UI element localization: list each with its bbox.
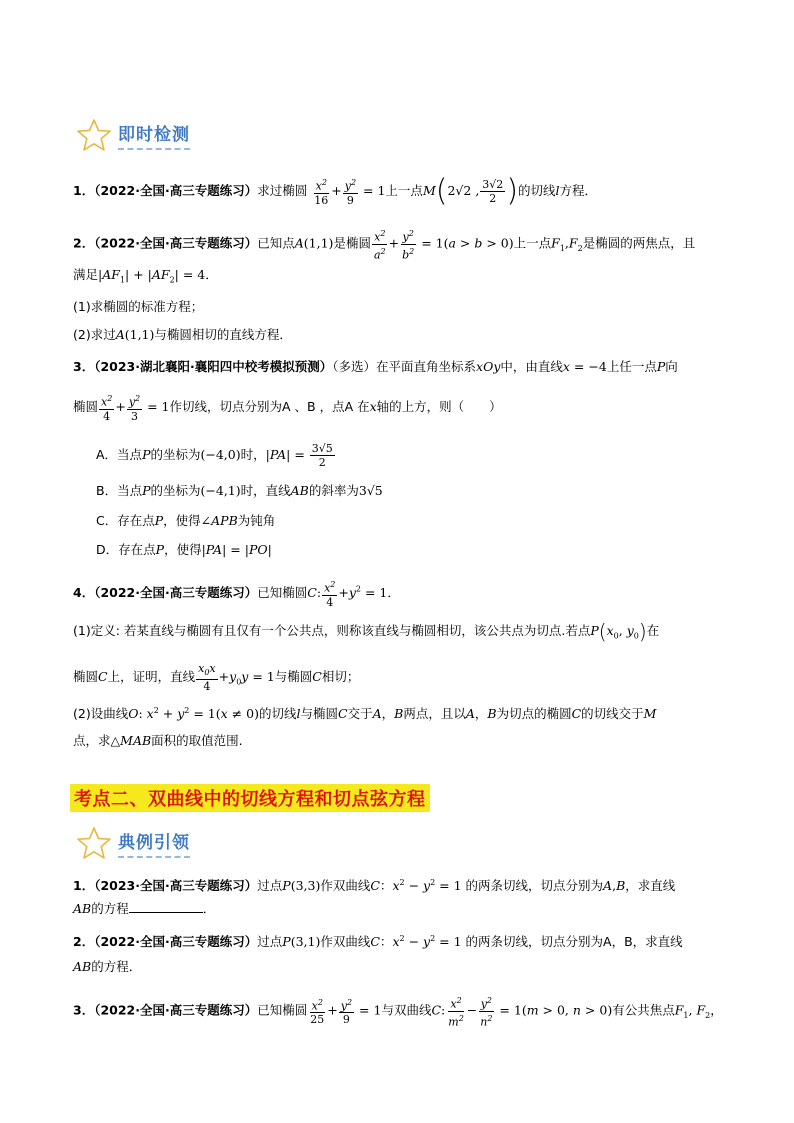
question-4: 4．（2022·全国·高三专题练习）已知椭圆C: $\frac{x^2}{4}$ $+y^2 = 1$． xyxy=(73,580,400,609)
question-2: 2．（2022·全国·高三专题练习）已知点A(1,1)是椭圆 $\frac{x^2}{a^2}$ + $\frac{y^2}{b^2}$ = 1(a > b > 0)上一点$F_1,F_2$是椭圆的两焦点，且 xyxy=(73,229,696,262)
question-3-line2: 椭圆 $\frac{x^2}{4}$ + $\frac{y^2}{3}$ = 1作切线，切点分别为A 、B ，点A 在x轴的上方，则（ ） xyxy=(73,394,502,423)
question-4-part2-line2: 点，求△MAB面积的取值范围. xyxy=(73,733,243,748)
question-3: 3．（2023·湖北襄阳·襄阳四中校考模拟预测）（多选）在平面直角坐标系xOy中，由直线x = −4上任一点P向 xyxy=(73,359,678,374)
star-icon xyxy=(76,826,112,860)
question-1: 1．（2022·全国·高三专题练习）求过椭圆 $\frac{x^2}{16}$ + $\frac{y^2}{9}$ = 1上一点M(2√2 , $\frac{3√2}{2}$ )的切线l方程． xyxy=(73,173,598,209)
topic-banner: 考点二、双曲线中的切线方程和切点弦方程 xyxy=(70,784,430,812)
question-4-part1-line2: 椭圆C上，证明，直线 $\frac{x_0x}{4}$ $+y_0y = 1$与椭圆C相切； xyxy=(73,662,360,694)
example-1-line2: AB的方程 ． xyxy=(73,901,216,916)
section-title: 即时检测 xyxy=(118,120,190,150)
answer-blank[interactable] xyxy=(129,900,203,913)
example-2: 2．（2022·全国·高三专题练习）过点P(3,1)作双曲线C：$x^2 - y^2 = 1$ 的两条切线，切点分别为A，B，求直线 xyxy=(73,934,683,950)
section-header-instant-check xyxy=(76,118,190,152)
question-2-part2: (2)求过A(1,1)与椭圆相切的直线方程． xyxy=(73,327,292,342)
question-4-part1: (1)定义: 若某直线与椭圆有且仅有一个公共点，则称该直线与椭圆相切，该公共点为切点.若点$P(x_0$, $y_0$)在 xyxy=(73,619,660,644)
example-3: 3．（2022·全国·高三专题练习）已知椭圆 $\frac{x^2}{25}$ + $\frac{y^2}{9}$ = 1与双曲线C: $\frac{x^2}{m^2}$ − $\frac{y^2}{n^2}$ = 1(m > 0, n > 0)有公共焦点$F_1$, $F_2$， xyxy=(73,996,723,1029)
section-title: 典例引领 xyxy=(118,828,190,858)
question-3-option-b: B．当点P的坐标为(−4,1)时，直线AB的斜率为3√5 xyxy=(96,483,383,498)
example-2-line2: AB的方程． xyxy=(73,959,142,974)
question-3-option-a: A．当点P的坐标为(−4,0)时，|PA| = $\frac{3√5}{2}$ xyxy=(96,442,333,469)
question-4-part2: (2)设曲线O: $x^2 + y^2 = 1(x \ne 0)$的切线l与椭圆C交于A，B两点，且以A，B为切点的椭圆C的切线交于M xyxy=(73,706,657,722)
question-3-option-c: C．存在点P，使得∠APB为钝角 xyxy=(96,513,276,528)
question-3-option-d: D．存在点P，使得|PA| = |PO| xyxy=(96,542,272,557)
section-header-examples xyxy=(76,826,190,860)
star-icon xyxy=(76,118,112,152)
question-2-line2: 满足$|AF_1| + |AF_2| = 4$． xyxy=(73,267,218,285)
example-1: 1．（2023·全国·高三专题练习）过点P(3,3)作双曲线C：$x^2 - y^2 = 1$ 的两条切线，切点分别为A,B，求直线 xyxy=(73,878,676,894)
question-2-part1: (1)求椭圆的标准方程； xyxy=(73,299,204,314)
